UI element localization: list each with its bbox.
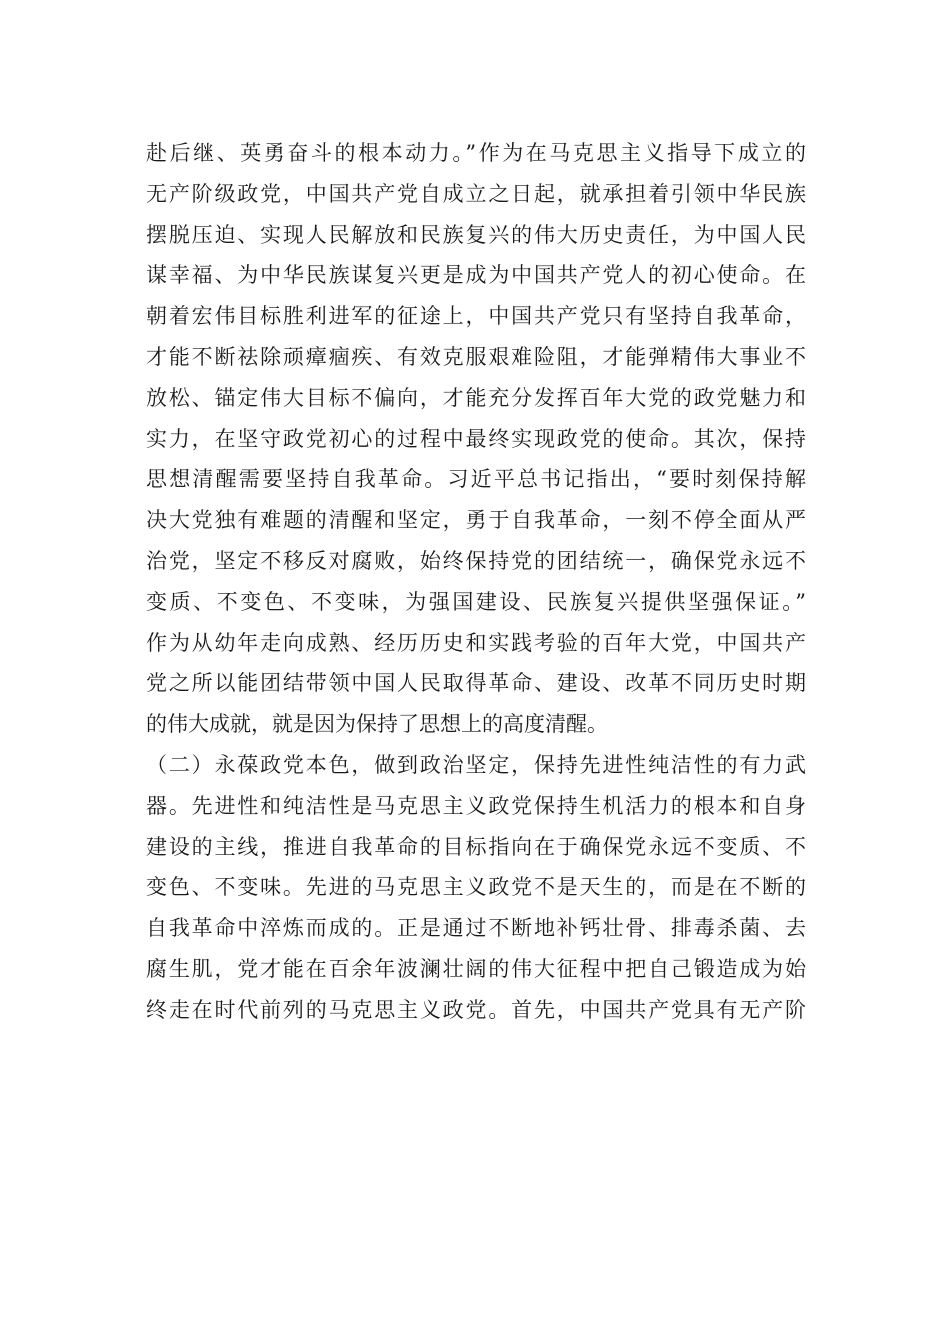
text-line: 赴后继、英勇奋斗的根本动力。”作为在马克思主义指导下成立的 [146, 141, 806, 165]
text-line: 建设的主线，推进自我革命的目标指向在于确保党永远不变质、不 [146, 834, 806, 859]
text-line: 思想清醒需要坚持自我革命。习近平总书记指出，“要时刻保持解 [146, 467, 806, 492]
text-line: 谋幸福、为中华民族谋复兴更是成为中国共产党人的初心使命。在 [146, 263, 806, 288]
section-heading-line: （二）永葆政党本色，做到政治坚定，保持先进性纯洁性的有力武 [146, 752, 806, 777]
text-line: 治党，坚定不移反对腐败，始终保持党的团结统一，确保党永远不 [146, 548, 806, 573]
text-line: 变色、不变味。先进的马克思主义政党不是天生的，而是在不断的 [146, 875, 806, 900]
paragraph-last-line: 的伟大成就，就是因为保持了思想上的高度清醒。 [146, 712, 608, 737]
text-line: 变质、不变色、不变味，为强国建设、民族复兴提供坚强保证。” [146, 589, 806, 614]
text-line: 自我革命中淬炼而成的。正是通过不断地补钙壮骨、排毒杀菌、去 [146, 916, 806, 941]
text-line: 才能不断祛除顽瘴痼疾、有效克服艰难险阻，才能弹精伟大事业不 [146, 344, 806, 369]
text-line: 无产阶级政党，中国共产党自成立之日起，就承担着引领中华民族 [146, 181, 806, 206]
text-line: 放松、锚定伟大目标不偏向，才能充分发挥百年大党的政党魅力和 [146, 385, 806, 410]
text-line: 朝着宏伟目标胜利进军的征途上，中国共产党只有坚持自我革命， [146, 304, 806, 329]
text-line: 摆脱压迫、实现人民解放和民族复兴的伟大历史责任，为中国人民 [146, 222, 806, 247]
text-line: 腐生肌，党才能在百余年波澜壮阔的伟大征程中把自己锻造成为始 [146, 956, 806, 981]
text-line: 实力，在坚守政党初心的过程中最终实现政党的使命。其次，保持 [146, 426, 806, 451]
text-line: 决大党独有难题的清醒和坚定，勇于自我革命，一刻不停全面从严 [146, 508, 806, 533]
body-text [146, 133, 806, 1031]
text-line: 终走在时代前列的马克思主义政党。首先，中国共产党具有无产阶 [146, 997, 806, 1022]
text-line: 作为从幼年走向成熟、经历历史和实践考验的百年大党，中国共产 [146, 630, 806, 655]
text-line: 器。先进性和纯洁性是马克思主义政党保持生机活力的根本和自身 [146, 793, 806, 818]
text-line: 党之所以能团结带领中国人民取得革命、建设、改革不同历史时期 [146, 671, 806, 696]
